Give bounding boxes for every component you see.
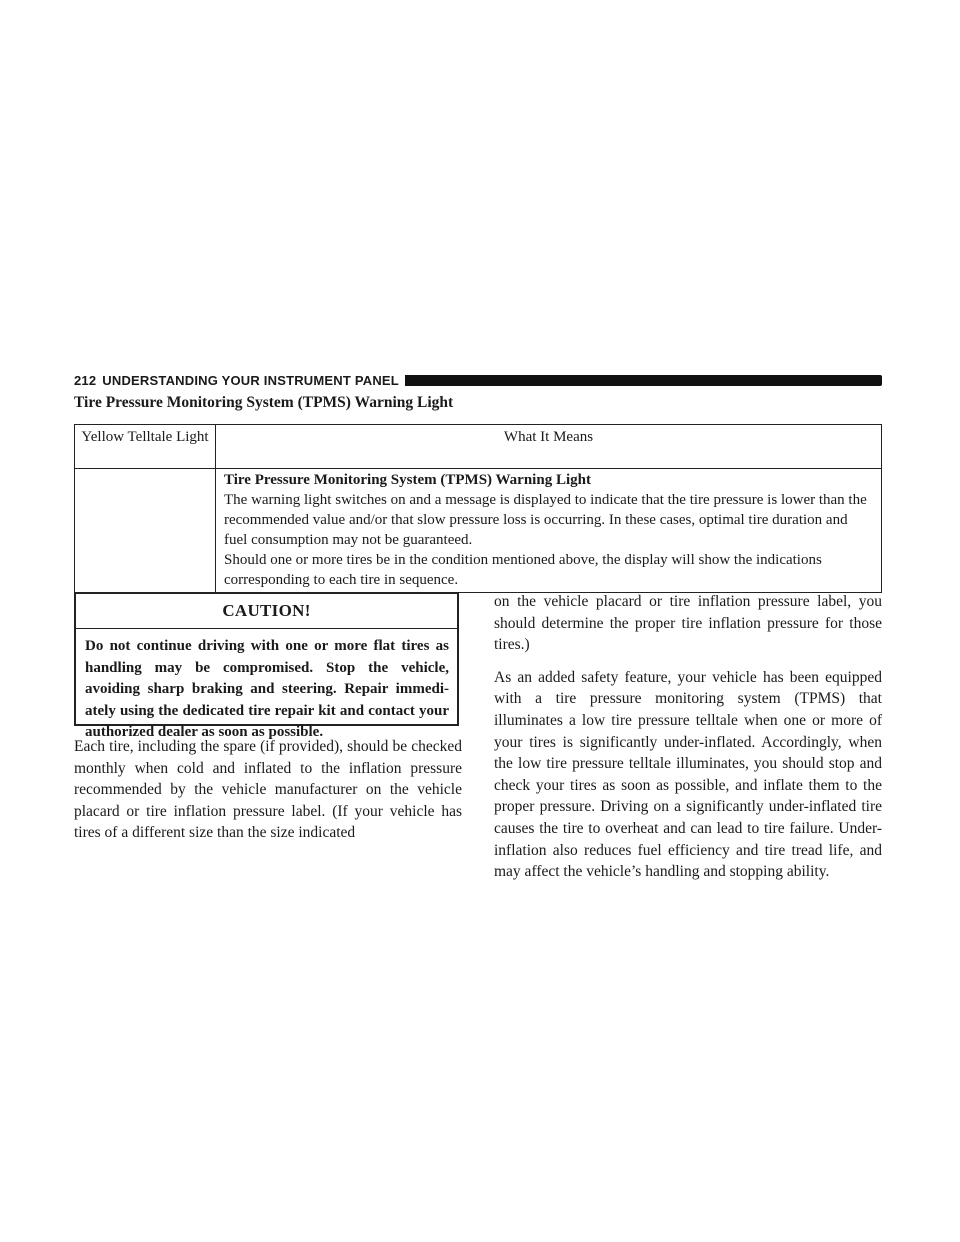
header-rule: [405, 375, 882, 386]
meaning-paragraph-2: Should one or more tires be in the condition mentioned above, the display will show the indications corresponding to each tire in sequence.: [224, 552, 822, 588]
telltale-light-cell: [75, 469, 216, 593]
right-column: [494, 591, 882, 883]
section-heading: Tire Pressure Monitoring System (TPMS) Warning Light: [74, 394, 454, 411]
caution-text: Do not continue driving with one or more flat tires as handling may be compromised. Stop the vehicle, avoiding sharp braking and steering. Repair immediately using the dedicated tire repair kit and contact your authorized dealer as soon as possible.: [85, 638, 449, 741]
telltale-meaning-cell: [216, 469, 882, 593]
left-column: [74, 736, 462, 844]
telltale-table: [74, 424, 882, 593]
table-row: [75, 469, 882, 593]
caution-box: [74, 592, 459, 741]
body-paragraph-right-2: As an added safety feature, your vehicle has been equipped with a tire pressure monitoring system (TPMS) that illuminates a low tire pressure telltale when one or more of your tires is significantly under-inflated. Accordingly, when the low tire pressure telltale illuminates, you should stop and check your tires as soon as possible, and inflate them to the proper pressure. Driving on a significantly under-inflated tire causes the tire to overheat and can lead to tire failure. Under-inflation also reduces fuel efficiency and tire tread life, and may affect the vehicle’s handling and stopping ability.: [494, 668, 882, 881]
running-header-title: UNDERSTANDING YOUR INSTRUMENT PANEL: [102, 372, 399, 388]
page-number: 212: [74, 372, 97, 388]
meaning-paragraph-1: The warning light switches on and a message is displayed to indicate that the tire pressure is lower than the recommended value and/or that slow pressure loss is occurring. In these cases, optimal tire duration and fuel consumption may not be guaranteed.: [224, 492, 867, 548]
caution-title: CAUTION!: [76, 594, 457, 629]
column-header-light: Yellow Telltale Light: [75, 425, 216, 469]
meaning-title: Tire Pressure Monitoring System (TPMS) Warning Light: [224, 472, 591, 488]
table-header-row: [75, 425, 882, 469]
running-header: [74, 371, 882, 389]
column-header-meaning: What It Means: [216, 425, 882, 469]
body-paragraph-left: Each tire, including the spare (if provided), should be checked monthly when cold and inflated to the inflation pressure recommended by the vehicle manufacturer on the vehicle placard or tire inflation pressure label. (If your vehicle has tires of a different size than the size indicated: [74, 738, 462, 842]
body-paragraph-right-1: on the vehicle placard or tire inflation pressure label, you should determine the proper tire inflation pressure for those tires.): [494, 593, 882, 654]
